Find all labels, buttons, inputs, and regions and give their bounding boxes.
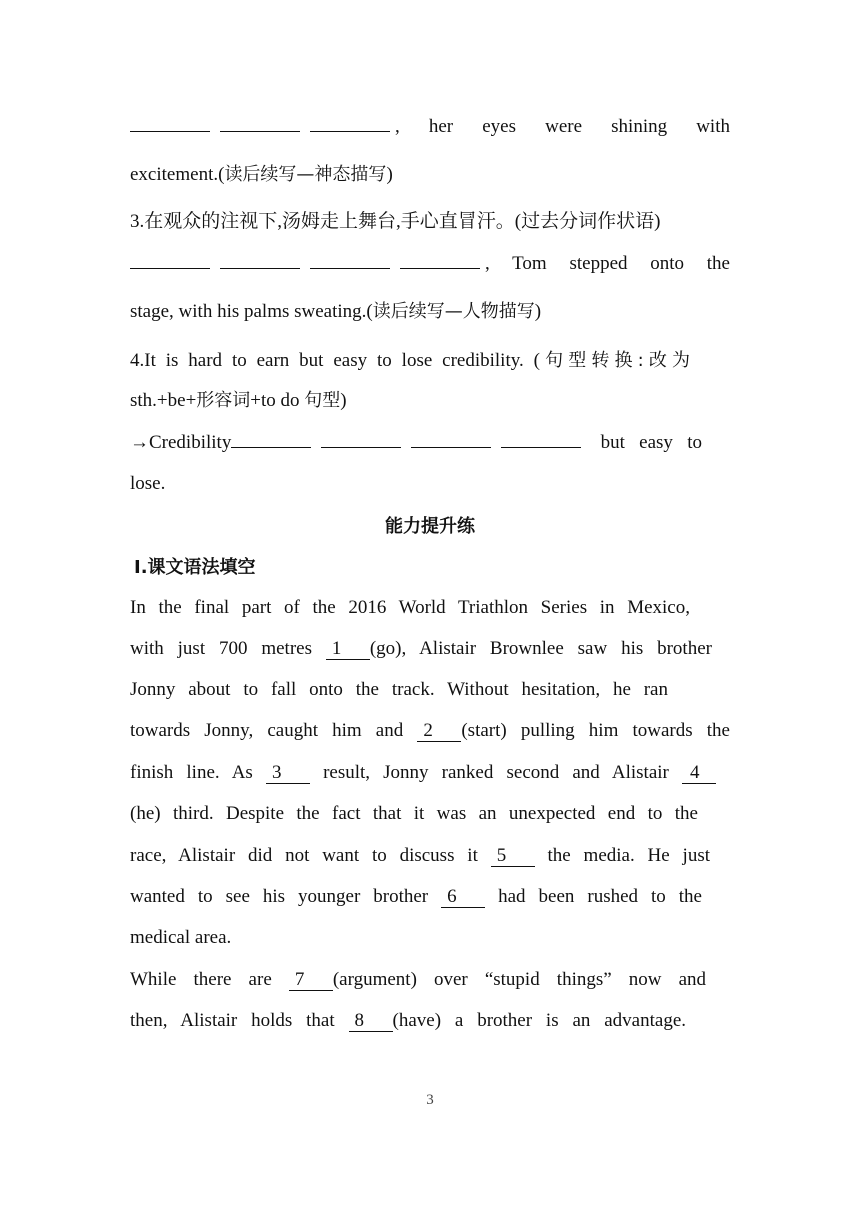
text: excitement.( (130, 164, 225, 185)
question-4-prompt-cont: sth.+be+形容词+to do 句型) (130, 390, 347, 411)
passage-line: In the final part of the 2016 World Triathlon Series in Mexico, (130, 597, 690, 618)
passage-line: wanted to see his younger brother 6 had been rushed to the (130, 886, 702, 907)
passage-line: medical area. (130, 927, 232, 948)
blank[interactable] (130, 252, 210, 269)
answer-line-4-cont: lose. (130, 473, 166, 494)
blank-1[interactable]: 1 (326, 639, 370, 660)
task-type: 读后续写—神态描写 (224, 164, 387, 185)
section-title: 能力提升练 (385, 516, 475, 537)
answer-line-2-cont (130, 162, 393, 188)
blank[interactable] (220, 252, 300, 269)
text: , her eyes were shining with (395, 116, 730, 137)
part-heading: Ⅰ.课文语法填空 (134, 557, 256, 578)
blank-4[interactable]: 4 (682, 763, 716, 784)
passage-line: then, Alistair holds that 8 (have) a brother is an advantage. (130, 1010, 686, 1031)
blank-8[interactable]: 8 (349, 1011, 393, 1032)
passage-line: (he) third. Despite the fact that it was an unexpected end to the (130, 803, 698, 824)
answer-line-2 (130, 114, 730, 140)
blank-7[interactable]: 7 (289, 970, 333, 991)
answer-line-3 (130, 251, 730, 277)
blank[interactable] (310, 252, 390, 269)
answer-line-3-cont: stage, with his palms sweating.(读后续写—人物描写) (130, 301, 542, 322)
answer-line-4: →Credibility but easy to (130, 432, 702, 453)
blank[interactable] (501, 431, 581, 448)
passage-line: with just 700 metres 1 (go), Alistair Brownlee saw his brother (130, 638, 712, 659)
blank[interactable] (220, 115, 300, 132)
blank-2[interactable]: 2 (417, 721, 461, 742)
blank-6[interactable]: 6 (441, 887, 485, 908)
blank-3[interactable]: 3 (266, 763, 310, 784)
blank[interactable] (310, 115, 390, 132)
passage-line: race, Alistair did not want to discuss it 5 the media. He just (130, 845, 710, 866)
task-type: 读后续写—人物描写 (372, 301, 535, 322)
passage-line: While there are 7 (argument) over “stupid things” now and (130, 969, 706, 990)
blank[interactable] (411, 431, 491, 448)
blank[interactable] (400, 252, 480, 269)
text: , Tom stepped onto the (485, 253, 730, 274)
text: ) (386, 164, 393, 185)
blank[interactable] (231, 431, 311, 448)
blank-5[interactable]: 5 (491, 846, 535, 867)
blank[interactable] (130, 115, 210, 132)
passage-line: towards Jonny, caught him and 2 (start) pulling him towards the (130, 720, 730, 741)
question-4-prompt: 4.It is hard to earn but easy to lose credibility. (句型转换:改为 (130, 350, 690, 371)
question-3-prompt: 3.在观众的注视下,汤姆走上舞台,手心直冒汗。(过去分词作状语) (130, 211, 661, 232)
passage-line: finish line. As 3 result, Jonny ranked second and Alistair 4 (130, 760, 716, 786)
blank[interactable] (321, 431, 401, 448)
passage-line: Jonny about to fall onto the track. Without hesitation, he ran (130, 679, 668, 700)
page-number: 3 (426, 1092, 434, 1108)
